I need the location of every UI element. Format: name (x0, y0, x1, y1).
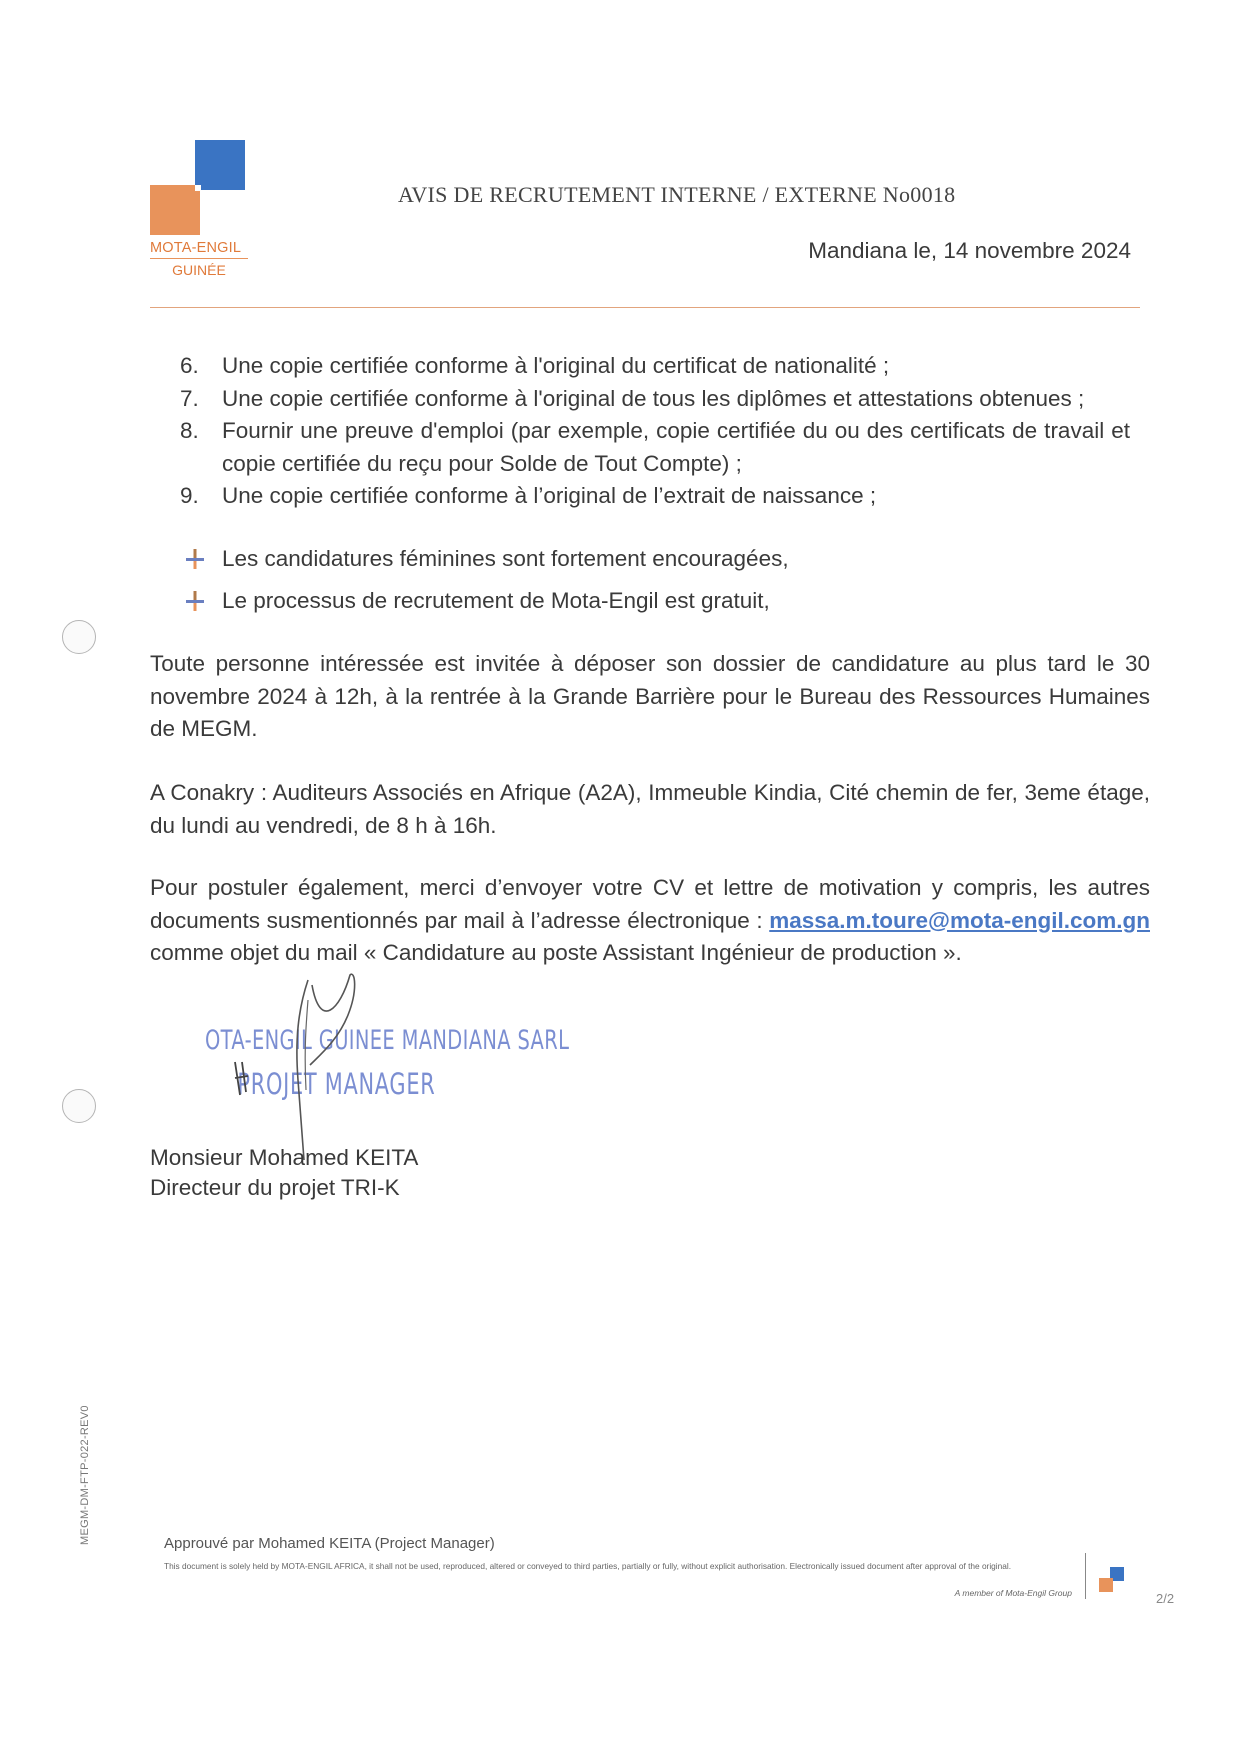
group-membership-note: A member of Mota-Engil Group (954, 1588, 1072, 1598)
paragraph-text: Pour postuler également, merci d’envoyer votre CV et lettre de motivation y compris, les autres documents susmentionnés par mail à l’adresse électronique : (150, 875, 1150, 933)
email-link[interactable]: massa.m.toure@mota-engil.com.gn (769, 907, 1150, 933)
conakry-address-paragraph: A Conakry : Auditeurs Associés en Afrique (A2A), Immeuble Kindia, Cité chemin de fer, 3eme étage, du lundi au vendredi, de 8 h à 16h. (150, 780, 1150, 838)
logo-orange-square (150, 185, 200, 235)
item-number: 7. (180, 385, 199, 411)
paragraph-text: comme objet du mail « Candidature au poste Assistant Ingénieur de production ». (150, 940, 962, 965)
document-date: Mandiana le, 14 novembre 2024 (808, 238, 1131, 263)
list-item (180, 415, 1130, 480)
item-number: 6. (180, 353, 199, 378)
company-logo (150, 140, 246, 280)
footer-divider (1085, 1553, 1086, 1599)
punch-hole (62, 1089, 96, 1123)
application-deadline-paragraph: Toute personne intéressée est invitée à déposer son dossier de candidature au plus tard le 30 novembre 2024 à 12h, à la rentrée à la Grande Barrière pour le Bureau des Ressources Humaines de MEGM. (150, 651, 1150, 741)
handwritten-signature (220, 970, 380, 1170)
list-item (180, 538, 1130, 580)
item-text: Une copie certifiée conforme à l'original de tous les diplômes et attestations obtenues ; (222, 385, 1085, 411)
list-item (180, 350, 1130, 383)
logo-name: MOTA-ENGIL (150, 240, 248, 259)
item-number: 8. (180, 418, 199, 443)
confidentiality-disclaimer: This document is solely held by MOTA-ENGIL AFRICA, it shall not be used, reproduced, altered or conveyed to third parties, partially or fully, without explicit authorisation. Electronically issued document after approval of the original. (164, 1561, 1011, 1571)
punch-hole (62, 620, 96, 654)
bullet-text: Les candidatures féminines sont fortement encouragées, (222, 545, 789, 571)
item-text: Une copie certifiée conforme à l'original du certificat de nationalité ; (222, 353, 890, 378)
list-item (180, 480, 1130, 513)
stamp-company-line: OTA-ENGIL GUINEE MANDIANA SARL (205, 1025, 570, 1056)
document-reference-code: MEGM-DM-FTP-022-REV0 (79, 1405, 91, 1545)
list-item (180, 383, 1130, 416)
signer-title: Directeur du projet TRI-K (150, 1175, 400, 1200)
signer-name: Monsieur Mohamed KEITA (150, 1145, 419, 1170)
stamp-role-line: PROJET MANAGER (237, 1067, 436, 1101)
cross-bullet-icon (180, 589, 222, 613)
email-application-paragraph (150, 872, 1150, 970)
item-text: Fournir une preuve d'emploi (par exemple, copie certifiée du ou des certificats de travail et copie certifiée du reçu pour Solde de Tout Compte) ; (222, 418, 1130, 476)
bullet-text: Le processus de recrutement de Mota-Engil est gratuit, (222, 587, 770, 613)
document-title: AVIS DE RECRUTEMENT INTERNE / EXTERNE No0018 (398, 182, 956, 207)
required-documents-list (180, 350, 1130, 513)
logo-sub: GUINÉE (172, 262, 226, 278)
cross-bullet-icon (180, 547, 222, 571)
signer-block (150, 1143, 418, 1203)
item-number: 9. (180, 483, 199, 508)
logo-blue-square (195, 140, 245, 190)
approval-note: Approuvé par Mohamed KEITA (Project Manager) (164, 1535, 495, 1552)
list-item (180, 580, 1130, 622)
item-text: Une copie certifiée conforme à l’original de l’extrait de naissance ; (222, 483, 877, 508)
notes-list (180, 538, 1130, 622)
header-divider (150, 307, 1140, 308)
footer-logo (1099, 1567, 1129, 1597)
page-number: 2/2 (1156, 1591, 1175, 1606)
